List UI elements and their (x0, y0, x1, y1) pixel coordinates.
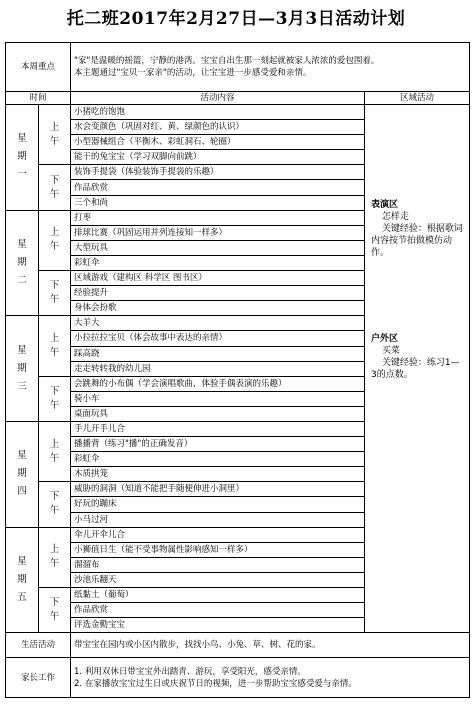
activity-cell: 好玩的蹦床 (71, 497, 365, 512)
activity-cell: 三个和尚 (71, 195, 365, 210)
area-title: 表演区 (371, 200, 399, 210)
morning-label (39, 210, 71, 270)
period-label-char: 午 (49, 399, 60, 411)
period-label-char: 下 (49, 174, 60, 186)
period-label-char: 下 (49, 597, 60, 609)
header-area: 区域活动 (365, 92, 470, 105)
activity-cell: 小拉拉拉宝贝（体会故事中表达的亲情） (71, 331, 365, 346)
activity-cell: 水会变颜色（巩固对红、黄、绿颜色的认识） (71, 120, 365, 135)
day-label-char: 星 (17, 344, 27, 356)
activity-cell: 彩虹伞 (71, 452, 365, 467)
activity-cell: 大型玩具 (71, 240, 365, 255)
day-label-char: 星 (17, 238, 27, 250)
parents-row (6, 658, 470, 698)
focus-text (71, 43, 470, 92)
afternoon-label (39, 271, 71, 316)
day-label-char: 三 (17, 380, 27, 392)
period-label-char: 上 (49, 121, 60, 133)
day-label (6, 527, 39, 633)
area-item: 怎样走 (381, 212, 409, 222)
activity-cell: 身体会扮歌 (71, 301, 365, 316)
activity-cell: 伞儿开伞儿合 (71, 527, 365, 542)
activity-cell: 威胁的洞洞（知道不能把手随便伸进小洞里） (71, 482, 365, 497)
activity-cell: 经验提升 (71, 286, 365, 301)
day-label-char: 一 (17, 169, 27, 181)
activity-cell: 作品欣赏 (71, 180, 365, 195)
header-row (6, 92, 470, 105)
period-label-char: 上 (49, 438, 60, 450)
plan-table (5, 42, 470, 698)
day-label-char: 星 (17, 133, 27, 145)
parents-line-2: 2. 在家播放宝宝过生日或庆祝节日的视频，进一步帮助宝宝感受爱与亲情。 (74, 678, 357, 689)
parents-text (71, 658, 470, 698)
area-activities (365, 105, 470, 633)
period-label-char: 午 (49, 188, 60, 200)
morning-label (39, 527, 71, 587)
area-description: 关键经验：根据歌词内容按节拍做模仿动作。 (371, 224, 463, 258)
period-label-char: 午 (49, 241, 60, 253)
activity-cell: 小猪吃的饱饱 (71, 105, 365, 120)
activity-cell: 沙池乐翻天 (71, 572, 365, 587)
day-label-char: 星 (17, 450, 27, 462)
activity-cell: 彩虹伞 (71, 255, 365, 270)
life-row (6, 633, 470, 658)
activity-cell: 小狮值日生（能不受事物属性影响感知一样多） (71, 542, 365, 557)
header-content: 活动内容 (71, 92, 365, 105)
activity-cell: 装饰手提袋（体验装饰手提袋的乐趣） (71, 165, 365, 180)
period-label-char: 午 (49, 452, 60, 464)
activity-cell: 骑小车 (71, 391, 365, 406)
activity-cell: 桌面玩具 (71, 406, 365, 421)
activity-cell: 踩高跷 (71, 346, 365, 361)
day-label-char: 期 (17, 573, 27, 585)
activity-cell: 纸黏土（葡萄） (71, 588, 365, 603)
activity-cell: 能干的兔宝宝（学习双脚向前跳） (71, 150, 365, 165)
period-label-char: 午 (49, 135, 60, 147)
day-label (6, 210, 39, 316)
day-label-char: 期 (17, 362, 27, 374)
period-label-char: 下 (49, 385, 60, 397)
activity-cell: 大羊大 (71, 316, 365, 331)
parents-line-1: 1. 利用双休日带宝宝外出踏青、游玩，享受阳光，感受亲情。 (74, 666, 306, 677)
afternoon-label (39, 165, 71, 210)
period-label-char: 上 (49, 227, 60, 239)
day-label-char: 期 (17, 151, 27, 163)
afternoon-label (39, 588, 71, 633)
activity-cell: 作品欣赏 (71, 603, 365, 618)
period-label-char: 午 (49, 347, 60, 358)
activity-cell: 木质拱笼 (71, 467, 365, 482)
area-title: 户外区 (371, 334, 399, 344)
activity-cell: 小型器械组合（平衡木、彩虹洞石、轮圈） (71, 135, 365, 150)
day-label-char: 期 (17, 256, 27, 268)
focus-line-2: 本主题通过"宝贝一家亲"的活动，让宝宝进一步感受爱和亲情。 (74, 68, 312, 78)
parents-label: 家长工作 (6, 658, 71, 698)
period-label-char: 上 (49, 544, 60, 556)
activity-cell: 打枣 (71, 210, 365, 225)
area-block (371, 199, 463, 259)
day-label-char: 二 (17, 274, 27, 286)
day-label (6, 105, 39, 211)
day-label-char: 星 (17, 555, 27, 567)
area-description: 关键经验：练习1—3的点数。 (371, 358, 460, 380)
day-label-char: 四 (17, 486, 27, 498)
morning-label (39, 105, 71, 165)
focus-label: 本周重点 (6, 43, 71, 92)
afternoon-label (39, 482, 71, 527)
activity-cell: 区域游戏（建构区 科学区 图书区） (71, 271, 365, 286)
period-label-char: 午 (49, 611, 60, 623)
period-label-char: 午 (49, 505, 60, 517)
activity-row (6, 105, 470, 120)
morning-label (39, 316, 71, 376)
day-label-char: 五 (17, 591, 27, 603)
day-label (6, 316, 39, 422)
activity-cell: 溜溜布 (71, 557, 365, 572)
period-label-char: 午 (49, 294, 60, 306)
focus-row (6, 43, 470, 92)
activity-cell: 排球比赛（巩固运用并列连接知一样多） (71, 225, 365, 240)
activity-cell: 评选金勤宝宝 (71, 618, 365, 633)
morning-label (39, 421, 71, 481)
activity-cell: 播播背（练习"播"的正确发音） (71, 437, 365, 452)
activity-cell: 小马过河 (71, 512, 365, 527)
life-label: 生活活动 (6, 633, 71, 658)
afternoon-label (39, 376, 71, 421)
period-label-char: 午 (49, 558, 60, 570)
area-item: 买菜 (381, 346, 400, 356)
focus-line-1: "家"是温暖的摇篮，宁静的港湾。宝宝自出生那一刻起就被家人浓浓的爱包围着。 (74, 56, 380, 66)
page-title: 托二班2017年2月27日—3月3日活动计划 (66, 9, 406, 29)
day-label (6, 421, 39, 527)
activity-cell: 会跳舞的小布偶（学会演唱歌曲，体验手偶表演的乐趣） (71, 376, 365, 391)
period-label-char: 下 (49, 280, 60, 292)
life-text: 带宝宝在园内或小区内散步，找找小鸟、小兔、草、树、花的家。 (71, 633, 470, 658)
period-label-char: 下 (49, 491, 60, 503)
area-block (371, 333, 463, 381)
period-label-char: 上 (49, 333, 60, 344)
activity-cell: 走走转转我的幼儿园 (71, 361, 365, 376)
header-time: 时间 (6, 92, 71, 105)
activity-cell: 手儿开手儿合 (71, 421, 365, 436)
day-label-char: 期 (17, 468, 27, 480)
